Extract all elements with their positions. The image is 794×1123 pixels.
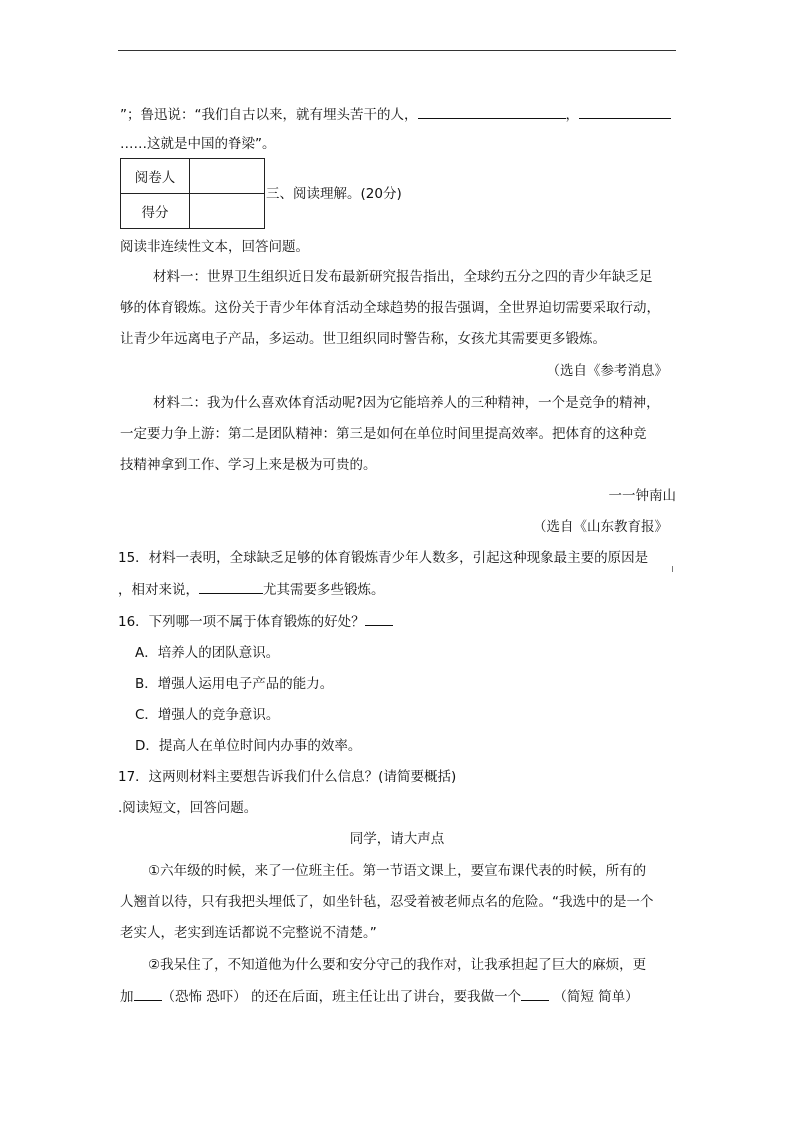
answer-blank[interactable] [199,579,263,594]
material-1-line: 够的体育锻炼。这份关于青少年体育活动全球趋势的报告强调，全世界迫切需要采取行动， [120,300,660,316]
answer-blank[interactable] [579,104,671,119]
margin-mark [672,566,673,572]
text-segment: ，相对来说， [118,582,199,598]
score-label: 得分 [121,194,190,229]
text-segment: 16．下列哪一项不属于体育锻炼的好处？ [118,614,365,630]
material-1-line: 让青少年远离电子产品，多运动。世卫组织同时警告称，女孩尤其需要更多锻炼。 [120,331,606,347]
score-cell[interactable] [190,194,265,229]
answer-blank[interactable] [418,104,566,119]
material-1-source: （选自《参考消息》 [546,363,668,379]
option-b[interactable]: B．增强人运用电子产品的能力。 [135,676,334,692]
article-line: ②我呆住了，不知道他为什么要和安分守己的我作对，让我承担起了巨大的麻烦，更 [148,957,647,973]
material-1-line: 材料一：世界卫生组织近日发布最新研究报告指出，全球约五分之四的青少年缺乏足 [153,269,653,285]
material-2-line: 技精神拿到工作、学习上来是极为可贵的。 [120,457,377,473]
material-2-source: （选自《山东教育报》 [533,519,668,535]
answer-blank[interactable] [134,986,162,1001]
option-c[interactable]: C．增强人的竞争意识。 [135,707,280,723]
section-title: 三、阅读理解。(20分) [266,186,402,202]
option-a[interactable]: A．培养人的团队意识。 [135,645,280,661]
question-15-line-1: 15．材料一表明，全球缺乏足够的体育锻炼青少年人数多，引起这种现象最主要的原因是 [118,550,649,566]
text-segment: ， [565,107,579,123]
score-table [120,158,265,229]
instruction: 阅读非连续性文本，回答问题。 [120,239,309,255]
question-17: 17．这两则材料主要想告诉我们什么信息？(请简要概括) [118,769,457,785]
question-16-stem [118,611,393,632]
text-line-2: ……这就是中国的脊梁”。 [120,136,276,152]
text-segment: 尤其需要多些锻炼。 [263,582,385,598]
article-line: 老实人，老实到连话都说不完整说不清楚。” [120,925,377,941]
text-line-1 [120,104,671,125]
article-line: 人翘首以待，只有我把头埋低了，如坐针毡，忍受着被老师点名的危险。“我选中的是一个 [120,894,654,910]
article-line: ①六年级的时候，来了一位班主任。第一节语文课上，要宣布课代表的时候，所有的 [148,863,647,879]
answer-blank[interactable] [521,986,549,1001]
text-segment: （简短 简单） [549,989,639,1005]
material-2-author: 一一钟南山 [608,488,676,504]
reviewer-cell[interactable] [190,159,265,194]
option-d[interactable]: D．提高人在单位时间内办事的效率。 [135,738,362,754]
text-segment: ”；鲁迅说：“我们自古以来，就有埋头苦干的人， [120,107,418,123]
reviewer-label: 阅卷人 [121,159,190,194]
material-2-line: 材料二：我为什么喜欢体育活动呢?因为它能培养人的三种精神，一个是竞争的精神， [153,395,660,411]
material-2-line: 一定要力争上游：第二是团队精神：第三是如何在单位时间里提高效率。把体育的这种竞 [120,426,647,442]
answer-blank[interactable] [365,611,393,626]
text-segment: （恐怖 恐吓） 的还在后面，班主任让出了讲台，要我做一个 [161,989,522,1005]
question-15-line-2 [118,579,385,600]
article-line [120,986,639,1007]
article-title: 同学，请大声点 [349,831,445,847]
instruction: .阅读短文，回答问题。 [118,800,258,816]
header-rule [118,50,676,51]
text-segment: 加 [120,989,134,1005]
